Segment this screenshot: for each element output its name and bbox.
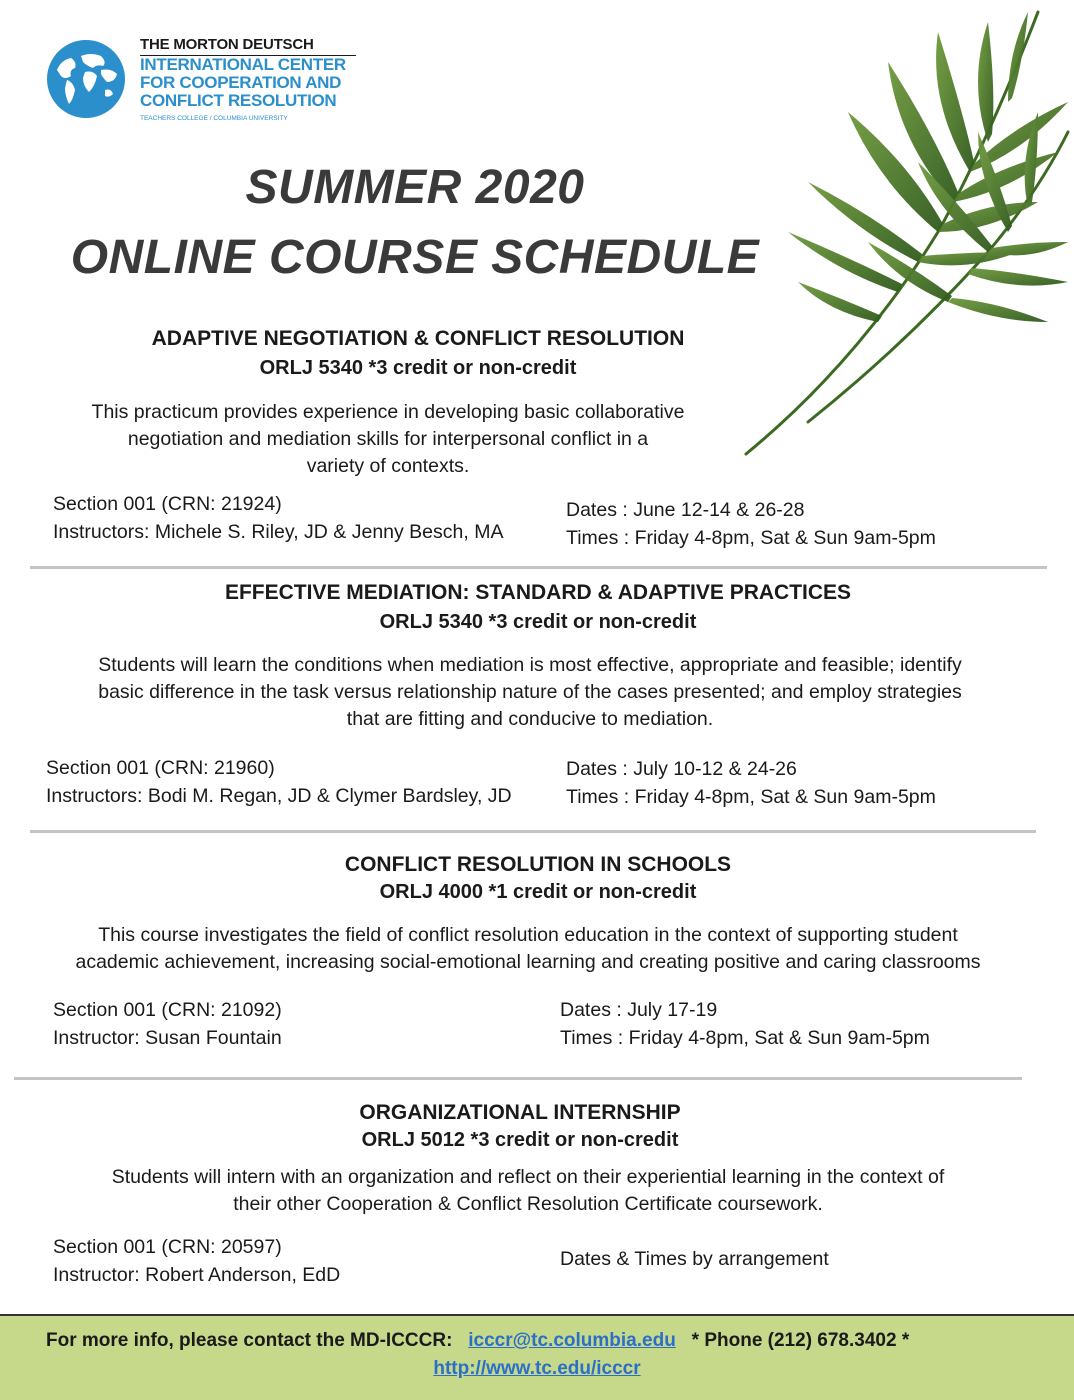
footer-line1 (46, 1330, 909, 1352)
logo-line4: CONFLICT RESOLUTION (140, 91, 337, 110)
course-2-section-info (46, 754, 512, 810)
course-1-dates: Dates : June 12-14 & 26-28 (566, 499, 805, 521)
course-4-code: ORLJ 5012 *3 credit or non-credit (361, 1129, 679, 1151)
logo-subtitle: TEACHERS COLLEGE / COLUMBIA UNIVERSITY (140, 115, 288, 122)
course-1-description (30, 399, 746, 480)
course-1-desc-line2: negotiation and mediation skills for interpersonal conflict in a (127, 428, 649, 450)
course-3-description (20, 922, 1036, 976)
course-3-schedule (560, 996, 930, 1052)
footer-prefix: For more info, please contact the MD-ICCCR: (46, 1330, 453, 1351)
course-2-title: EFFECTIVE MEDIATION: STANDARD & ADAPTIVE PRACTICES (224, 581, 852, 604)
course-4-description (20, 1164, 1036, 1218)
course-2-code: ORLJ 5340 *3 credit or non-credit (379, 611, 697, 633)
course-2-times: Times : Friday 4-8pm, Sat & Sun 9am-5pm (566, 786, 936, 808)
page-title-line1: SUMMER 2020 (245, 161, 585, 214)
course-4-title: ORGANIZATIONAL INTERNSHIP (359, 1101, 681, 1124)
course-1-code: ORLJ 5340 *3 credit or non-credit (259, 357, 577, 379)
course-3-dates: Dates : July 17-19 (560, 999, 718, 1021)
course-1-times: Times : Friday 4-8pm, Sat & Sun 9am-5pm (566, 527, 936, 549)
course-4-schedule: Dates & Times by arrangement (560, 1248, 829, 1270)
course-1-desc-line1: This practicum provides experience in developing basic collaborative (91, 401, 685, 423)
footer-url-link[interactable]: http://www.tc.edu/icccr (433, 1358, 641, 1379)
course-1-desc-line3: variety of contexts. (306, 455, 470, 477)
logo-line1: THE MORTON DEUTSCH (140, 36, 314, 53)
course-3-title: CONFLICT RESOLUTION IN SCHOOLS (344, 853, 732, 876)
divider-1 (30, 566, 1047, 569)
footer-line2 (0, 1358, 1074, 1380)
course-3-section-info (53, 996, 282, 1052)
footer-phone: * Phone (212) 678.3402 * (691, 1330, 910, 1351)
course-4-section: Section 001 (CRN: 20597) (53, 1236, 282, 1258)
divider-3 (14, 1077, 1022, 1080)
course-1-section-info (53, 490, 503, 546)
course-1-instructor: Instructors: Michele S. Riley, JD & Jenny Besch, MA (53, 521, 504, 543)
course-3-desc-line2: academic achievement, increasing social-emotional learning and creating positive and caring classrooms (75, 951, 981, 973)
palm-leaf-image (738, 2, 1074, 486)
course-2-desc-line3: that are fitting and conducive to mediation. (346, 708, 714, 730)
footer-email-link[interactable]: icccr@tc.columbia.edu (468, 1330, 676, 1351)
logo-line2: INTERNATIONAL CENTER (140, 55, 346, 74)
course-3-section: Section 001 (CRN: 21092) (53, 999, 282, 1021)
course-2-desc-line1: Students will learn the conditions when mediation is most effective, appropriate and feasible; identify (98, 654, 962, 676)
course-3-desc-line1: This course investigates the field of conflict resolution education in the context of supporting student (98, 924, 958, 946)
logo-line3: FOR COOPERATION AND (140, 73, 342, 92)
page-title-line2: ONLINE COURSE SCHEDULE (70, 231, 760, 284)
course-4-section-info (53, 1233, 340, 1289)
course-3-instructor: Instructor: Susan Fountain (53, 1027, 282, 1049)
course-3-times: Times : Friday 4-8pm, Sat & Sun 9am-5pm (560, 1027, 930, 1049)
course-2-section: Section 001 (CRN: 21960) (46, 757, 275, 779)
course-2-description (30, 652, 1030, 733)
course-2-instructor: Instructors: Bodi M. Regan, JD & Clymer Bardsley, JD (46, 785, 512, 807)
divider-2 (30, 830, 1036, 833)
course-4-desc-line2: their other Cooperation & Conflict Resolution Certificate coursework. (233, 1193, 823, 1215)
course-2-desc-line2: basic difference in the task versus relationship nature of the cases presented; and employ strategies (98, 681, 962, 703)
course-1-title: ADAPTIVE NEGOTIATION & CONFLICT RESOLUTION (151, 327, 685, 350)
course-1-schedule (566, 496, 936, 552)
footer-contact-bar (0, 1314, 1074, 1400)
course-4-desc-line1: Students will intern with an organization and reflect on their experiential learning in the context of (111, 1166, 945, 1188)
course-1-section: Section 001 (CRN: 21924) (53, 493, 282, 515)
logo-name (140, 56, 346, 110)
globe-logo-icon (47, 40, 125, 118)
course-4-instructor: Instructor: Robert Anderson, EdD (53, 1264, 341, 1286)
course-2-dates: Dates : July 10-12 & 24-26 (566, 758, 797, 780)
course-3-code: ORLJ 4000 *1 credit or non-credit (379, 881, 697, 903)
course-2-schedule (566, 755, 936, 811)
